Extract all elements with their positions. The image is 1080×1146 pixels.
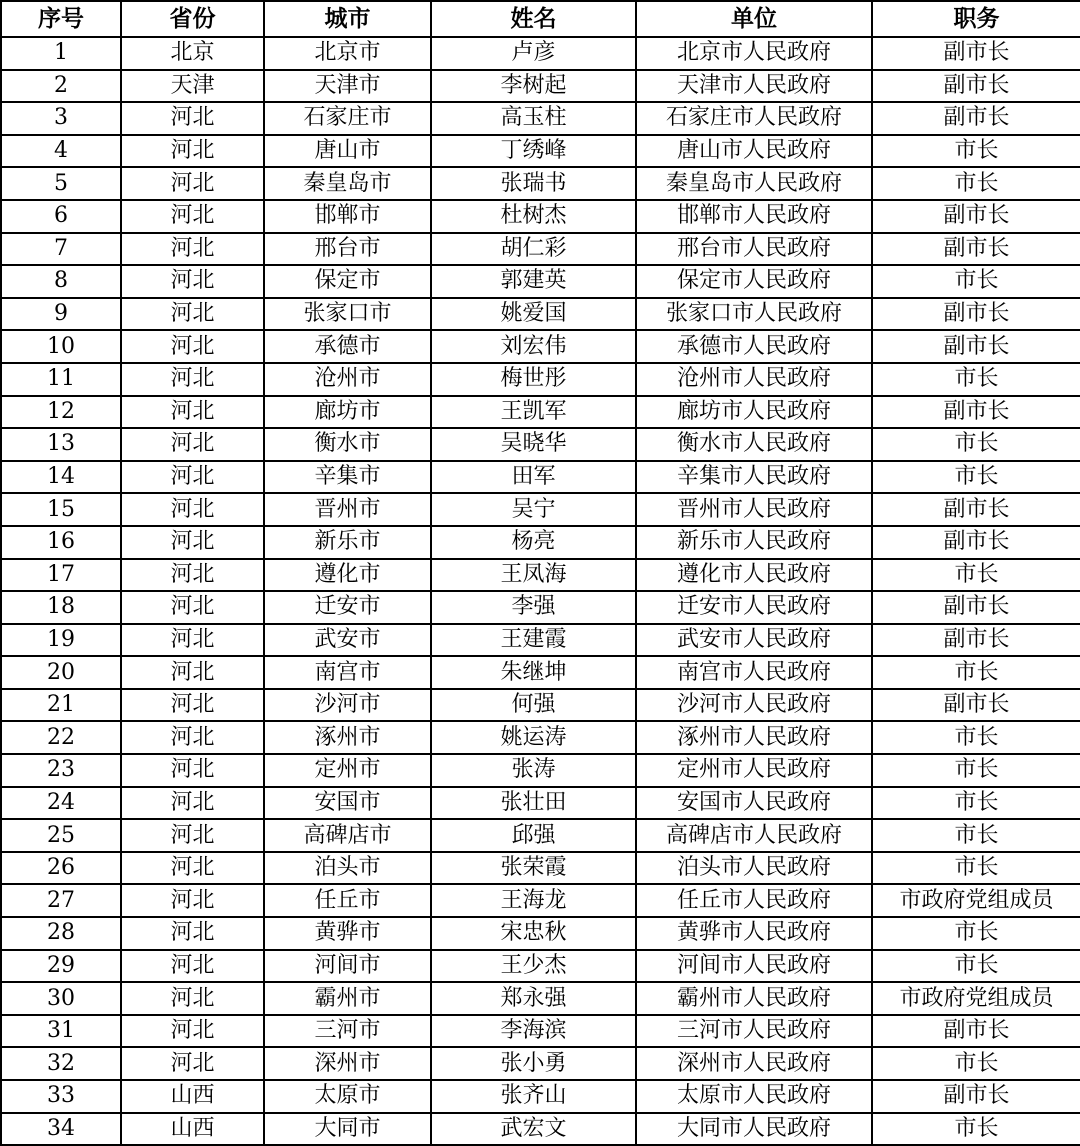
cell-city: 河间市 <box>264 950 431 983</box>
cell-position: 市长 <box>872 363 1080 396</box>
cell-province: 河北 <box>121 233 264 266</box>
cell-position: 副市长 <box>872 70 1080 103</box>
table-row <box>1 819 1080 852</box>
table-row <box>1 721 1080 754</box>
table-row <box>1 787 1080 820</box>
column-header-city: 城市 <box>264 1 431 37</box>
cell-city: 黄骅市 <box>264 917 431 950</box>
cell-name: 李海滨 <box>431 1015 636 1048</box>
cell-name: 王凤海 <box>431 559 636 592</box>
cell-index: 13 <box>1 428 121 461</box>
cell-city: 秦皇岛市 <box>264 167 431 200</box>
cell-city: 大同市 <box>264 1113 431 1146</box>
cell-name: 王建霞 <box>431 624 636 657</box>
cell-unit: 邯郸市人民政府 <box>636 200 872 233</box>
cell-province: 河北 <box>121 493 264 526</box>
cell-position: 副市长 <box>872 493 1080 526</box>
cell-city: 保定市 <box>264 265 431 298</box>
cell-position: 市长 <box>872 559 1080 592</box>
column-header-position: 职务 <box>872 1 1080 37</box>
cell-unit: 河间市人民政府 <box>636 950 872 983</box>
cell-unit: 新乐市人民政府 <box>636 526 872 559</box>
cell-position: 副市长 <box>872 102 1080 135</box>
cell-city: 邯郸市 <box>264 200 431 233</box>
cell-index: 6 <box>1 200 121 233</box>
cell-position: 市政府党组成员 <box>872 884 1080 917</box>
cell-city: 廊坊市 <box>264 396 431 429</box>
cell-position: 市长 <box>872 787 1080 820</box>
cell-city: 沙河市 <box>264 689 431 722</box>
cell-name: 吴宁 <box>431 493 636 526</box>
cell-position: 市长 <box>872 754 1080 787</box>
cell-position: 市长 <box>872 167 1080 200</box>
cell-unit: 石家庄市人民政府 <box>636 102 872 135</box>
cell-province: 河北 <box>121 917 264 950</box>
cell-index: 21 <box>1 689 121 722</box>
column-header-province: 省份 <box>121 1 264 37</box>
cell-province: 河北 <box>121 689 264 722</box>
cell-city: 辛集市 <box>264 461 431 494</box>
table-row <box>1 330 1080 363</box>
cell-unit: 辛集市人民政府 <box>636 461 872 494</box>
cell-index: 7 <box>1 233 121 266</box>
cell-unit: 唐山市人民政府 <box>636 135 872 168</box>
cell-index: 9 <box>1 298 121 331</box>
cell-name: 王凯军 <box>431 396 636 429</box>
cell-city: 新乐市 <box>264 526 431 559</box>
cell-index: 31 <box>1 1015 121 1048</box>
cell-province: 河北 <box>121 1047 264 1080</box>
cell-city: 衡水市 <box>264 428 431 461</box>
cell-index: 27 <box>1 884 121 917</box>
cell-position: 副市长 <box>872 200 1080 233</box>
cell-province: 河北 <box>121 363 264 396</box>
cell-index: 20 <box>1 656 121 689</box>
table-row <box>1 428 1080 461</box>
cell-index: 29 <box>1 950 121 983</box>
cell-city: 唐山市 <box>264 135 431 168</box>
cell-city: 深州市 <box>264 1047 431 1080</box>
cell-index: 28 <box>1 917 121 950</box>
cell-unit: 衡水市人民政府 <box>636 428 872 461</box>
cell-city: 太原市 <box>264 1080 431 1113</box>
cell-province: 河北 <box>121 167 264 200</box>
cell-city: 高碑店市 <box>264 819 431 852</box>
column-header-name: 姓名 <box>431 1 636 37</box>
cell-position: 副市长 <box>872 689 1080 722</box>
cell-unit: 霸州市人民政府 <box>636 982 872 1015</box>
cell-city: 迁安市 <box>264 591 431 624</box>
cell-name: 朱继坤 <box>431 656 636 689</box>
cell-index: 12 <box>1 396 121 429</box>
table-row <box>1 167 1080 200</box>
cell-province: 河北 <box>121 950 264 983</box>
cell-index: 15 <box>1 493 121 526</box>
cell-name: 张涛 <box>431 754 636 787</box>
cell-province: 河北 <box>121 461 264 494</box>
table-row <box>1 363 1080 396</box>
column-header-unit: 单位 <box>636 1 872 37</box>
cell-unit: 三河市人民政府 <box>636 1015 872 1048</box>
table-row <box>1 1015 1080 1048</box>
table-row <box>1 70 1080 103</box>
cell-unit: 涿州市人民政府 <box>636 721 872 754</box>
cell-city: 涿州市 <box>264 721 431 754</box>
cell-position: 市长 <box>872 917 1080 950</box>
cell-name: 邱强 <box>431 819 636 852</box>
cell-name: 高玉柱 <box>431 102 636 135</box>
cell-position: 副市长 <box>872 37 1080 70</box>
table-row <box>1 1047 1080 1080</box>
cell-index: 24 <box>1 787 121 820</box>
cell-unit: 廊坊市人民政府 <box>636 396 872 429</box>
cell-index: 25 <box>1 819 121 852</box>
cell-unit: 秦皇岛市人民政府 <box>636 167 872 200</box>
table-row <box>1 526 1080 559</box>
table-row <box>1 1080 1080 1113</box>
cell-name: 梅世彤 <box>431 363 636 396</box>
cell-city: 晋州市 <box>264 493 431 526</box>
cell-index: 11 <box>1 363 121 396</box>
cell-unit: 保定市人民政府 <box>636 265 872 298</box>
cell-province: 河北 <box>121 852 264 885</box>
cell-position: 市长 <box>872 852 1080 885</box>
cell-unit: 承德市人民政府 <box>636 330 872 363</box>
cell-city: 武安市 <box>264 624 431 657</box>
cell-unit: 大同市人民政府 <box>636 1113 872 1146</box>
cell-city: 三河市 <box>264 1015 431 1048</box>
cell-position: 副市长 <box>872 233 1080 266</box>
table-row <box>1 852 1080 885</box>
cell-unit: 定州市人民政府 <box>636 754 872 787</box>
cell-position: 副市长 <box>872 330 1080 363</box>
cell-province: 河北 <box>121 102 264 135</box>
cell-name: 张瑞书 <box>431 167 636 200</box>
cell-name: 宋忠秋 <box>431 917 636 950</box>
cell-name: 郑永强 <box>431 982 636 1015</box>
cell-position: 市长 <box>872 1113 1080 1146</box>
cell-unit: 高碑店市人民政府 <box>636 819 872 852</box>
cell-name: 张小勇 <box>431 1047 636 1080</box>
table-row <box>1 233 1080 266</box>
cell-unit: 遵化市人民政府 <box>636 559 872 592</box>
cell-name: 卢彦 <box>431 37 636 70</box>
cell-city: 南宫市 <box>264 656 431 689</box>
cell-province: 河北 <box>121 428 264 461</box>
cell-position: 市长 <box>872 428 1080 461</box>
table-row <box>1 493 1080 526</box>
cell-position: 副市长 <box>872 526 1080 559</box>
cell-province: 河北 <box>121 721 264 754</box>
table-row <box>1 559 1080 592</box>
table-row <box>1 461 1080 494</box>
table-row <box>1 689 1080 722</box>
cell-unit: 泊头市人民政府 <box>636 852 872 885</box>
cell-province: 河北 <box>121 656 264 689</box>
cell-name: 田军 <box>431 461 636 494</box>
cell-index: 32 <box>1 1047 121 1080</box>
cell-province: 北京 <box>121 37 264 70</box>
cell-unit: 深州市人民政府 <box>636 1047 872 1080</box>
cell-position: 市长 <box>872 1047 1080 1080</box>
cell-province: 河北 <box>121 396 264 429</box>
cell-name: 杜树杰 <box>431 200 636 233</box>
table-row <box>1 102 1080 135</box>
cell-index: 5 <box>1 167 121 200</box>
cell-index: 33 <box>1 1080 121 1113</box>
cell-index: 16 <box>1 526 121 559</box>
cell-position: 副市长 <box>872 396 1080 429</box>
table-row <box>1 884 1080 917</box>
cell-index: 17 <box>1 559 121 592</box>
cell-city: 邢台市 <box>264 233 431 266</box>
cell-position: 副市长 <box>872 1080 1080 1113</box>
table-row <box>1 135 1080 168</box>
table-row <box>1 396 1080 429</box>
cell-city: 遵化市 <box>264 559 431 592</box>
cell-position: 副市长 <box>872 298 1080 331</box>
cell-name: 姚爱国 <box>431 298 636 331</box>
cell-index: 26 <box>1 852 121 885</box>
cell-index: 23 <box>1 754 121 787</box>
cell-unit: 任丘市人民政府 <box>636 884 872 917</box>
cell-index: 30 <box>1 982 121 1015</box>
cell-position: 市长 <box>872 265 1080 298</box>
table-row <box>1 982 1080 1015</box>
cell-province: 河北 <box>121 559 264 592</box>
cell-index: 14 <box>1 461 121 494</box>
cell-index: 4 <box>1 135 121 168</box>
cell-city: 沧州市 <box>264 363 431 396</box>
cell-name: 张荣霞 <box>431 852 636 885</box>
cell-name: 张壮田 <box>431 787 636 820</box>
cell-unit: 张家口市人民政府 <box>636 298 872 331</box>
cell-province: 山西 <box>121 1113 264 1146</box>
cell-unit: 安国市人民政府 <box>636 787 872 820</box>
table-row <box>1 591 1080 624</box>
cell-city: 泊头市 <box>264 852 431 885</box>
cell-province: 天津 <box>121 70 264 103</box>
cell-name: 姚运涛 <box>431 721 636 754</box>
cell-name: 胡仁彩 <box>431 233 636 266</box>
cell-index: 34 <box>1 1113 121 1146</box>
cell-index: 8 <box>1 265 121 298</box>
cell-position: 市长 <box>872 950 1080 983</box>
cell-position: 市长 <box>872 135 1080 168</box>
cell-province: 河北 <box>121 1015 264 1048</box>
cell-name: 王海龙 <box>431 884 636 917</box>
table-row <box>1 37 1080 70</box>
cell-name: 张齐山 <box>431 1080 636 1113</box>
table-row <box>1 265 1080 298</box>
cell-index: 3 <box>1 102 121 135</box>
cell-index: 18 <box>1 591 121 624</box>
cell-unit: 武安市人民政府 <box>636 624 872 657</box>
cell-city: 天津市 <box>264 70 431 103</box>
cell-province: 河北 <box>121 624 264 657</box>
cell-position: 副市长 <box>872 591 1080 624</box>
cell-position: 市长 <box>872 721 1080 754</box>
cell-name: 何强 <box>431 689 636 722</box>
cell-province: 河北 <box>121 298 264 331</box>
cell-index: 1 <box>1 37 121 70</box>
cell-province: 河北 <box>121 982 264 1015</box>
table-row <box>1 624 1080 657</box>
cell-unit: 北京市人民政府 <box>636 37 872 70</box>
cell-name: 杨亮 <box>431 526 636 559</box>
cell-province: 河北 <box>121 591 264 624</box>
table-header <box>1 1 1080 37</box>
cell-city: 定州市 <box>264 754 431 787</box>
cell-province: 山西 <box>121 1080 264 1113</box>
cell-name: 李强 <box>431 591 636 624</box>
table-row <box>1 200 1080 233</box>
cell-index: 2 <box>1 70 121 103</box>
cell-name: 吴晓华 <box>431 428 636 461</box>
cell-province: 河北 <box>121 819 264 852</box>
cell-city: 承德市 <box>264 330 431 363</box>
cell-city: 张家口市 <box>264 298 431 331</box>
table-row <box>1 917 1080 950</box>
cell-city: 任丘市 <box>264 884 431 917</box>
cell-city: 北京市 <box>264 37 431 70</box>
cell-unit: 迁安市人民政府 <box>636 591 872 624</box>
cell-unit: 黄骅市人民政府 <box>636 917 872 950</box>
cell-name: 郭建英 <box>431 265 636 298</box>
table-row <box>1 656 1080 689</box>
cell-name: 李树起 <box>431 70 636 103</box>
cell-city: 石家庄市 <box>264 102 431 135</box>
cell-unit: 沙河市人民政府 <box>636 689 872 722</box>
cell-province: 河北 <box>121 884 264 917</box>
cell-name: 武宏文 <box>431 1113 636 1146</box>
cell-unit: 天津市人民政府 <box>636 70 872 103</box>
cell-name: 王少杰 <box>431 950 636 983</box>
cell-province: 河北 <box>121 265 264 298</box>
cell-city: 安国市 <box>264 787 431 820</box>
cell-position: 市长 <box>872 461 1080 494</box>
table-row <box>1 1113 1080 1146</box>
cell-province: 河北 <box>121 200 264 233</box>
header-row <box>1 1 1080 37</box>
cell-city: 霸州市 <box>264 982 431 1015</box>
cell-unit: 沧州市人民政府 <box>636 363 872 396</box>
cell-index: 22 <box>1 721 121 754</box>
cell-province: 河北 <box>121 135 264 168</box>
table-row <box>1 298 1080 331</box>
table-body <box>1 37 1080 1145</box>
cell-index: 10 <box>1 330 121 363</box>
cell-position: 市政府党组成员 <box>872 982 1080 1015</box>
cell-unit: 南宫市人民政府 <box>636 656 872 689</box>
cell-province: 河北 <box>121 526 264 559</box>
cell-name: 丁绣峰 <box>431 135 636 168</box>
column-header-index: 序号 <box>1 1 121 37</box>
cell-province: 河北 <box>121 754 264 787</box>
cell-province: 河北 <box>121 787 264 820</box>
cell-position: 副市长 <box>872 1015 1080 1048</box>
cell-unit: 太原市人民政府 <box>636 1080 872 1113</box>
cell-province: 河北 <box>121 330 264 363</box>
table-row <box>1 950 1080 983</box>
cell-position: 市长 <box>872 656 1080 689</box>
cell-unit: 晋州市人民政府 <box>636 493 872 526</box>
cell-position: 副市长 <box>872 624 1080 657</box>
cell-index: 19 <box>1 624 121 657</box>
cell-position: 市长 <box>872 819 1080 852</box>
cell-unit: 邢台市人民政府 <box>636 233 872 266</box>
table-row <box>1 754 1080 787</box>
cell-name: 刘宏伟 <box>431 330 636 363</box>
